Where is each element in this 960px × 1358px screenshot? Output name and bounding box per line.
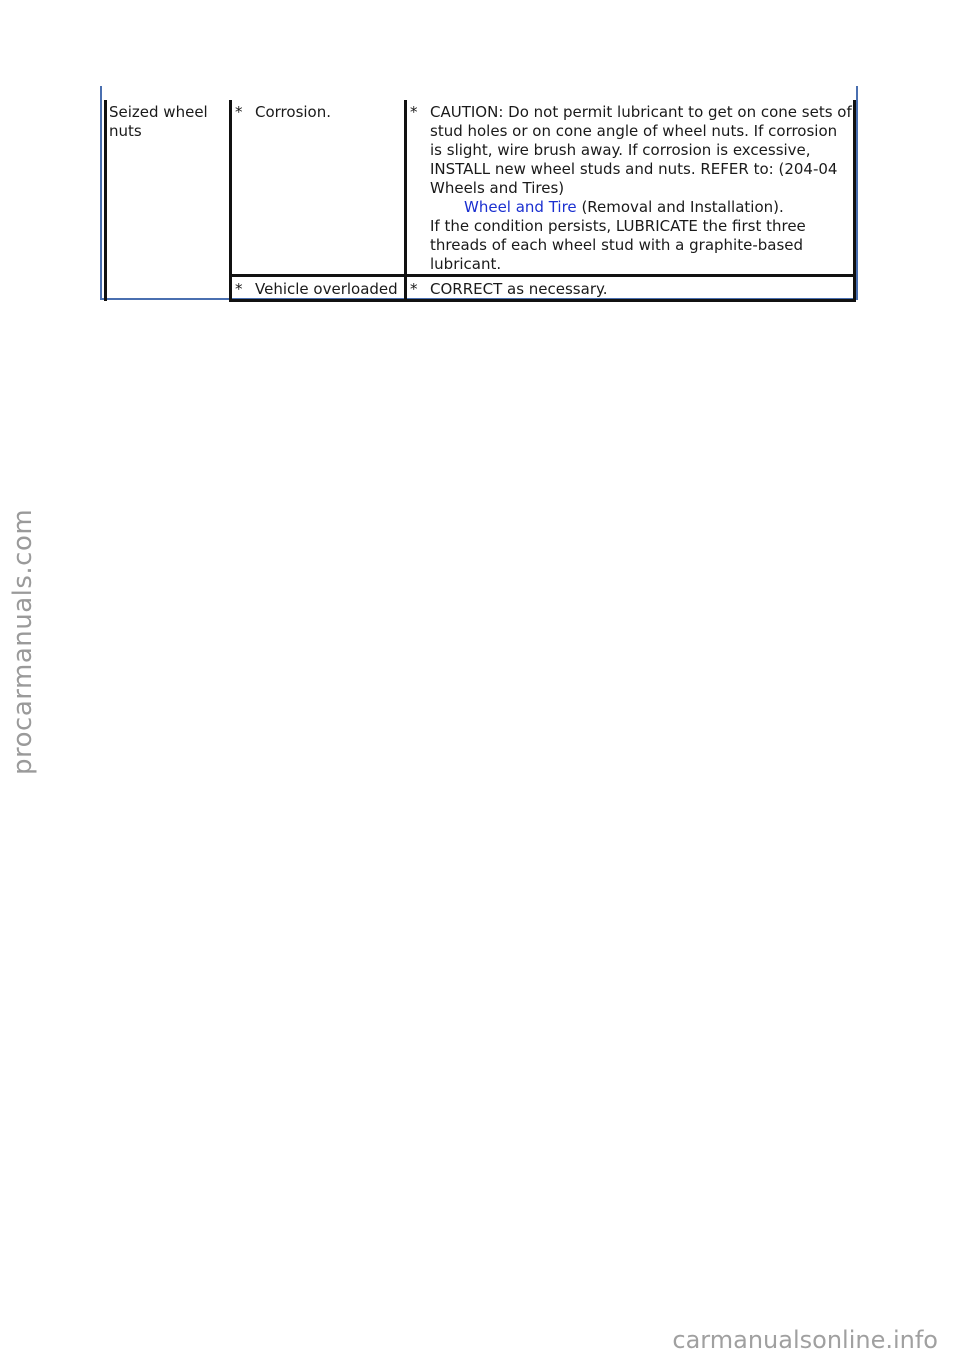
action-lubricate-text: If the condition persists, LUBRICATE the first three threads of each wheel stud with a graphite-based lubricant. — [430, 217, 806, 273]
cause-text: Vehicle overloaded — [255, 280, 398, 298]
bullet-marker: * — [410, 103, 418, 121]
action-caution-text: CAUTION: Do not permit lubricant to get on cone sets of stud holes or on cone angle of wheel nuts. If corrosion is slight, wire brush away. If corrosion is excessive, INSTALL new wheel studs and nuts. REFER to: (204-04 Wheels and Tires) — [430, 103, 852, 197]
bullet-marker: * — [235, 103, 243, 121]
cause-cell — [231, 100, 406, 276]
link-suffix: (Removal and Installation). — [581, 198, 784, 216]
action-text: CORRECT as necessary. — [430, 280, 608, 298]
symptom-text: Seized wheel nuts — [109, 103, 208, 140]
bullet-marker: * — [235, 280, 243, 298]
cause-text: Corrosion. — [255, 103, 332, 121]
diagnosis-table — [104, 100, 856, 302]
table-row — [106, 100, 855, 276]
cause-cell — [231, 276, 406, 301]
action-cell — [406, 100, 855, 276]
symptom-cell — [106, 100, 231, 301]
watermark-left: procarmanuals.com — [8, 508, 38, 775]
bullet-marker: * — [410, 280, 418, 298]
wheel-and-tire-link[interactable]: Wheel and Tire — [464, 198, 577, 216]
watermark-bottom: carmanualsonline.info — [672, 1326, 938, 1354]
action-cell — [406, 276, 855, 301]
